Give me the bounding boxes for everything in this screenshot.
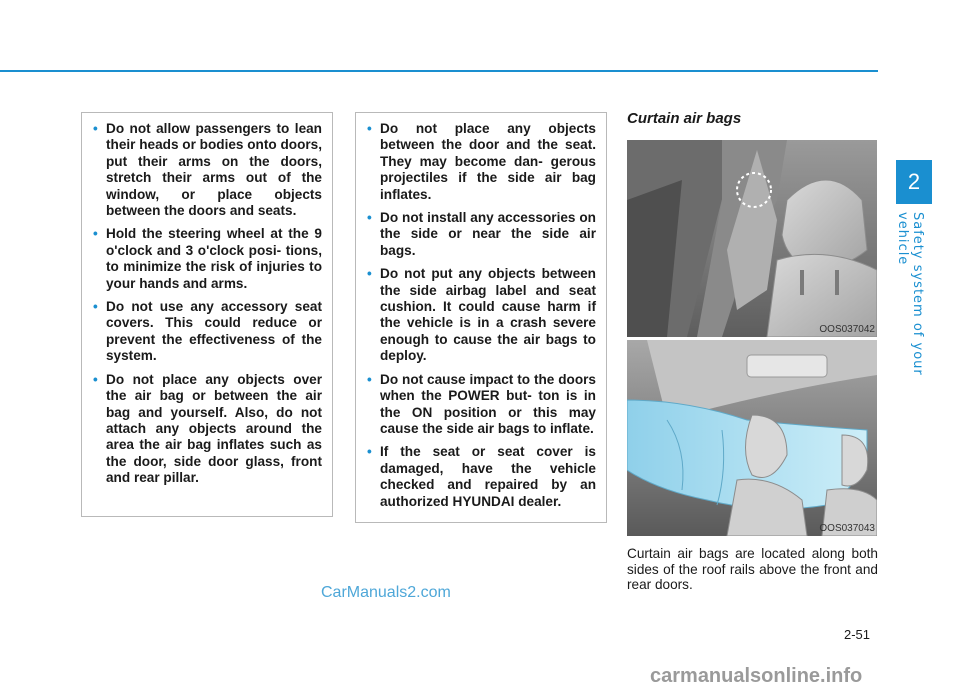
curtain-airbag-photo-front (627, 140, 877, 337)
list-item: • Do not use any accessory seat covers. This could reduce or prevent the effectiveness of the system. (93, 299, 322, 364)
list-item: • Do not place any objects between the door and the seat. They may become dan- gerous projectiles if the side air bag inflates. (367, 121, 596, 202)
header-rule (0, 70, 878, 72)
warning-box-left (81, 112, 333, 517)
bullet-icon: • (367, 266, 372, 282)
list-item: • Do not place any objects over the air bag or between the air bag and yourself. Also, do not attach any objects around the area the air bag inflates such as the door, side door glass, front and rear pillar. (93, 371, 322, 486)
section-heading: Curtain air bags (627, 110, 742, 127)
watermark-link[interactable]: CarManuals2.com (321, 584, 451, 601)
deployed-curtain-airbag-illustration (627, 340, 877, 536)
bullet-icon: • (93, 226, 98, 242)
bullet-icon: • (93, 299, 98, 315)
curtain-airbag-photo-deployed (627, 340, 877, 536)
section-body: Curtain air bags are located along both sides of the roof rails above the front and rear doors. (627, 546, 878, 592)
warning-box-middle (355, 112, 607, 523)
list-item: • Do not allow passengers to lean their heads or bodies onto doors, put their arms on the doors, stretch their arms out of the window, or place objects between the doors and seats. (93, 121, 323, 219)
bullet-icon: • (367, 371, 372, 387)
car-interior-pillar-illustration (627, 140, 877, 337)
image-code: OOS037043 (819, 523, 875, 534)
bullet-icon: • (367, 210, 372, 226)
list-item: • Do not install any accessories on the side or near the side air bags. (367, 210, 596, 258)
chapter-title: Safety system of your vehicle (895, 212, 925, 376)
watermark-footer: carmanualsonline.info (650, 665, 863, 687)
list-item: • Do not cause impact to the doors when the POWER but- ton is in the ON position or this may cause the side air bags to inflate. (367, 371, 596, 436)
bullet-icon: • (367, 121, 372, 136)
bullet-icon: • (93, 121, 98, 136)
chapter-number: 2 (907, 169, 921, 194)
image-code: OOS037042 (819, 324, 875, 335)
list-item: • Hold the steering wheel at the 9 o'clock and 3 o'clock posi- tions, to minimize the risk of injuries to your hands and arms. (93, 226, 322, 291)
bullet-icon: • (93, 371, 98, 387)
list-item: • Do not put any objects between the side airbag label and seat cushion. It could cause harm if the vehicle is in a crash severe enough to cause the air bags to deploy. (367, 266, 596, 364)
page-number: 2-51 (844, 627, 871, 642)
list-item: • If the seat or seat cover is damaged, have the vehicle checked and repaired by an authorized HYUNDAI dealer. (367, 444, 596, 509)
bullet-icon: • (367, 444, 372, 460)
chapter-number-tab (896, 160, 932, 204)
